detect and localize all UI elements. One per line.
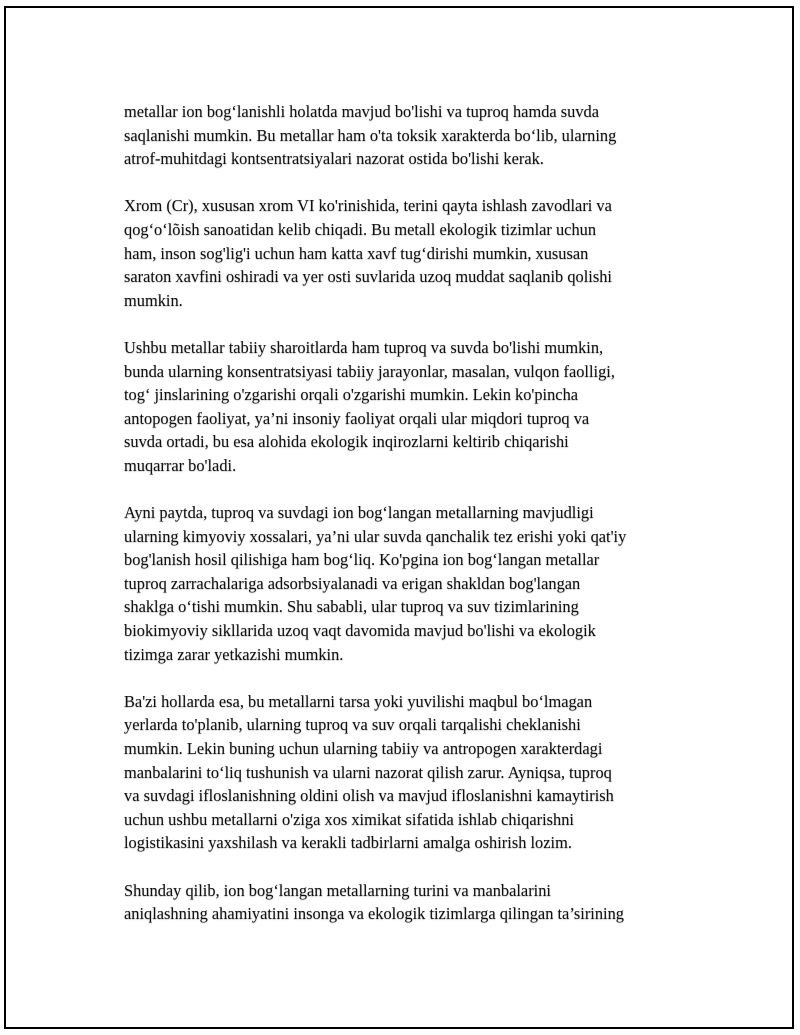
- text-line: aniqlashning ahamiyatini insonga va ekologik tizimlarga qilingan ta’sirining: [124, 904, 624, 924]
- text-line: Ayni paytda, tuproq va suvdagi ion bog‘langan metallarning mavjudligi: [124, 503, 594, 523]
- text-line: Ba'zi hollarda esa, bu metallarni tarsa yoki yuvilishi maqbul bo‘lmagan: [124, 691, 593, 711]
- text-line: va suvdagi ifloslanishning oldini olish va mavjud ifloslanishni kamaytirish: [124, 786, 614, 806]
- text-line: shaklga o‘tishi mumkin. Shu sababli, ular tuproq va suv tizimlarining: [124, 597, 579, 617]
- paragraph-2: [124, 194, 694, 312]
- text-line: Ushbu metallar tabiiy sharoitlarda ham tuproq va suvda bo'lishi mumkin,: [124, 337, 604, 357]
- text-line: tuproq zarrachalariga adsorbsiyalanadi va erigan shakldan bog'langan: [124, 573, 581, 593]
- text-line: mumkin. Lekin buning uchun ularning tabiiy va antropogen xarakterdagi: [124, 739, 603, 759]
- text-line: mumkin.: [124, 290, 183, 310]
- text-line: saraton xavfini oshiradi va yer osti suvlarida uzoq muddat saqlanib qolishi: [124, 267, 612, 287]
- text-line: biokimyoviy sikllarida uzoq vaqt davomida mavjud bo'lishi va ekologik: [124, 621, 596, 641]
- text-line: ham, inson sog'lig'i uchun ham katta xavf tug‘dirishi mumkin, xususan: [124, 243, 589, 263]
- text-line: ularning kimyoviy xossalari, ya’ni ular suvda qanchalik tez erishi yoki qat'iy: [124, 526, 627, 546]
- text-line: qog‘o‘lõish sanoatidan kelib chiqadi. Bu metall ekologik tizimlar uchun: [124, 219, 597, 239]
- text-line: saqlanishi mumkin. Bu metallar ham o'ta toksik xarakterda bo‘lib, ularning: [124, 125, 617, 145]
- text-line: bog'lanish hosil qilishiga ham bog‘liq. Ko'pgina ion bog‘langan metallar: [124, 550, 600, 570]
- text-line: Xrom (Cr), xususan xrom VI ko'rinishida, terini qayta ishlash zavodlari va: [124, 196, 612, 216]
- paragraph-6: [124, 879, 694, 926]
- paragraph-1: [124, 100, 694, 171]
- text-line: Shunday qilib, ion bog‘langan metallarning turini va manbalarini: [124, 880, 551, 900]
- paragraph-4: [124, 501, 694, 666]
- text-line: metallar ion bog‘lanishli holatda mavjud bo'lishi va tuproq hamda suvda: [124, 102, 600, 121]
- paragraph-5: [124, 690, 694, 855]
- text-line: tizimga zarar yetkazishi mumkin.: [124, 644, 344, 664]
- text-line: antopogen faoliyat, ya’ni insoniy faoliyat orqali ular miqdori tuproq va: [124, 408, 590, 428]
- text-line: yerlarda to'planib, ularning tuproq va suv orqali tarqalishi cheklanishi: [124, 715, 581, 735]
- paragraph-3: [124, 336, 694, 478]
- document-body: [124, 100, 694, 949]
- text-line: manbalarini to‘liq tushunish va ularni nazorat qilish zarur. Ayniqsa, tuproq: [124, 762, 612, 782]
- text-line: uchun ushbu metallarni o'ziga xos ximikat sifatida ishlab chiqarishni: [124, 809, 574, 829]
- text-line: suvda ortadi, bu esa alohida ekologik inqirozlarni keltirib chiqarishi: [124, 432, 569, 452]
- text-line: tog‘ jinslarining o'zgarishi orqali o'zgarishi mumkin. Lekin ko'pincha: [124, 385, 579, 405]
- text-line: logistikasini yaxshilash va kerakli tadbirlarni amalga oshirish lozim.: [124, 833, 572, 853]
- page-frame: [4, 6, 794, 1029]
- text-line: muqarrar bo'ladi.: [124, 455, 237, 475]
- text-line: bunda ularning konsentratsiyasi tabiiy jarayonlar, masalan, vulqon faolligi,: [124, 361, 615, 381]
- text-line: atrof-muhitdagi kontsentratsiyalari nazorat ostida bo'lishi kerak.: [124, 149, 544, 169]
